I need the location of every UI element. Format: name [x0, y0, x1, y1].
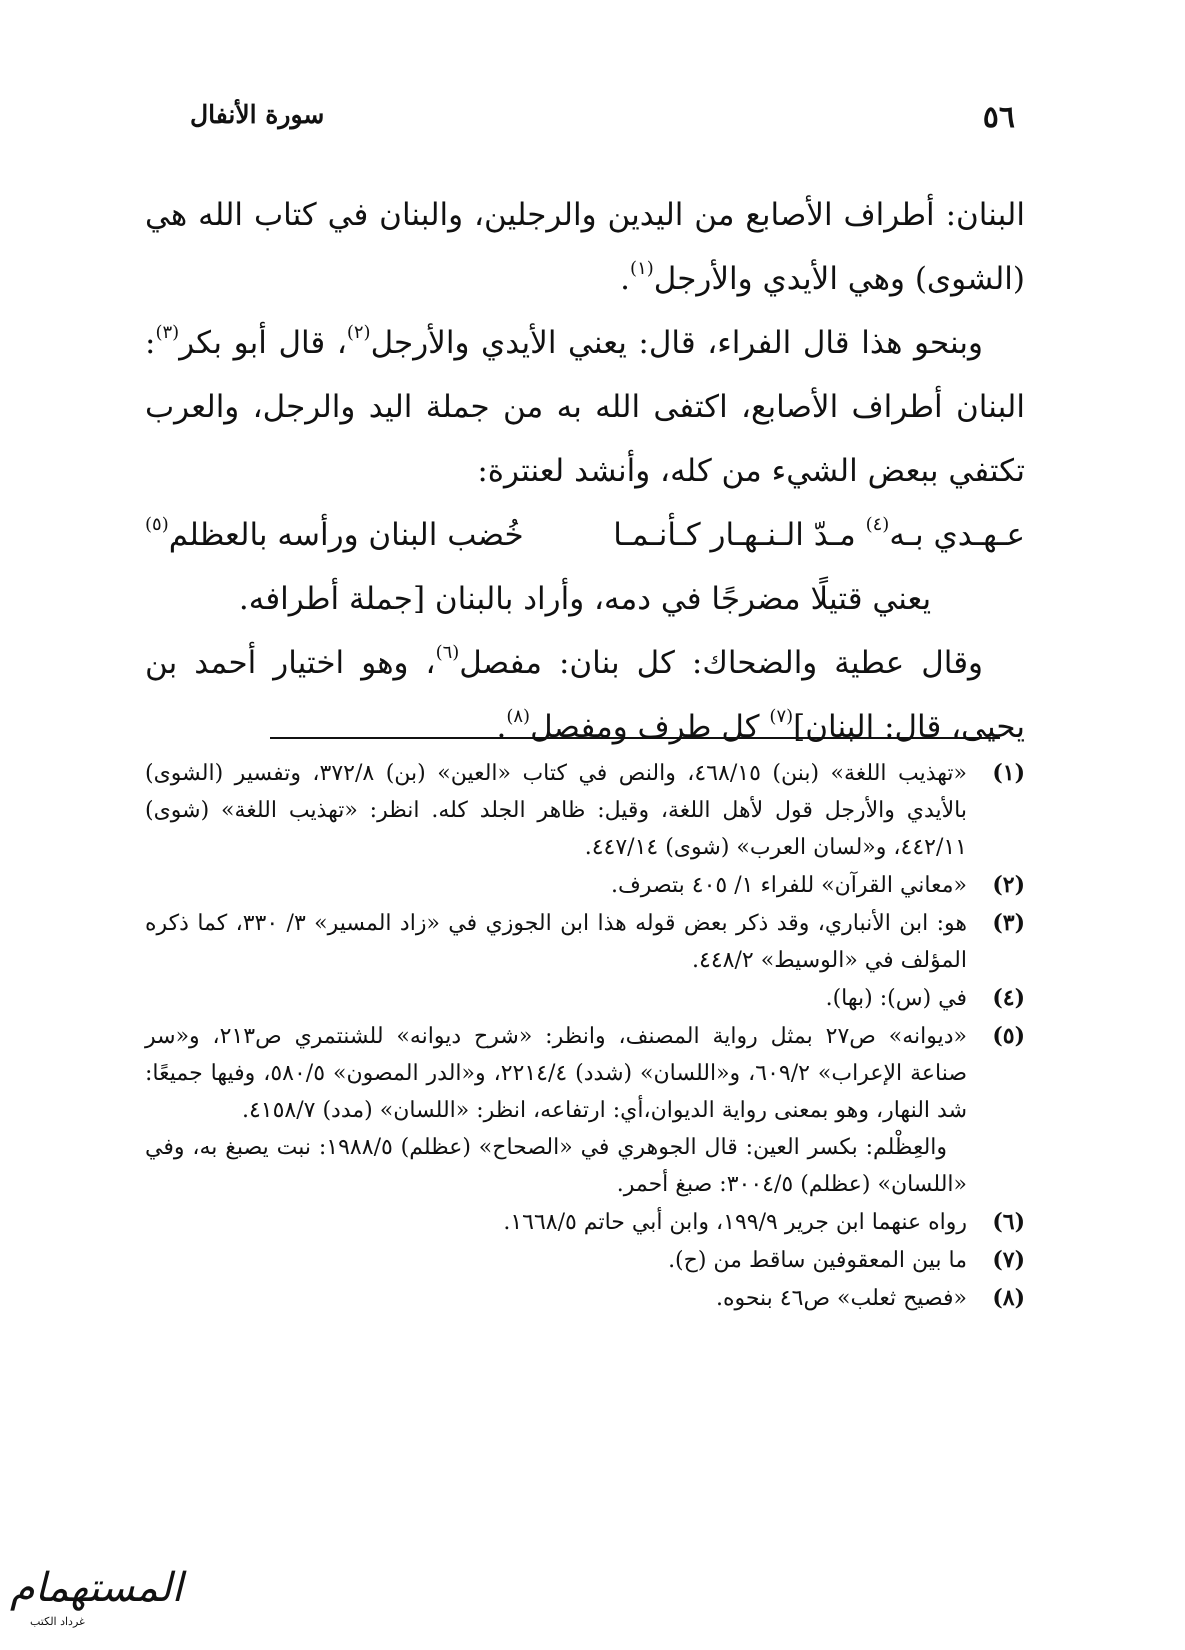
footnote-number: (٨)	[992, 1285, 1025, 1311]
logo-calligraphy: المستهمام	[10, 1565, 183, 1611]
footnote-ref-3: (٣)	[155, 321, 180, 343]
verse-first-hemistich: عـهـدي بـه$^{(٤)}$ مـدّ الـنـهـار كـأنـمـا	[613, 513, 1025, 553]
paragraph-3: يعني قتيلًا مضرجًا في دمه، وأراد بالبنان [جملة أطرافه.	[238, 581, 932, 617]
footnote-2	[145, 867, 1025, 904]
footnote-number: (٧)	[992, 1247, 1025, 1273]
footnote-number: (٢)	[992, 872, 1025, 898]
footnote-number: (٥)	[992, 1023, 1025, 1049]
footnote-ref-8: (٨)	[506, 705, 531, 727]
footnote-ref-5: (٥)	[145, 513, 169, 535]
footnote-ref-7: (٧)	[769, 705, 794, 727]
footnote-8	[145, 1280, 1025, 1317]
footnote-text: «معاني القرآن» للفراء ١/ ٤٠٥ بتصرف.	[611, 873, 967, 898]
footnote-ref-2: (٢)	[346, 321, 371, 343]
poetry-verse	[145, 503, 1025, 567]
footnote-1	[145, 755, 1025, 866]
verse-second-hemistich: خُضب البنان ورأسه بالعظلم$^{(٥)}$	[145, 513, 524, 553]
footnote-4	[145, 980, 1025, 1017]
footnote-ref-1: (١)	[630, 257, 654, 279]
footnote-text: «فصيح ثعلب» ص٤٦ بنحوه.	[715, 1286, 967, 1311]
footnote-3	[145, 905, 1025, 979]
paragraph-4: وقال عطية والضحاك: كل بنان: مفصل$^{(٦)}$، وهو اختيار أحمد بن يحيى، قال: البنان]$^{(٧)}$ كل طرف ومفصل$^{(٨)}$.	[145, 641, 1025, 745]
footnote-text: «ديوانه» ص٢٧ بمثل رواية المصنف، وانظر: «شرح ديوانه» للشنتمري ص٢١٣، و«سر صناعة الإعراب» ٦٠٩/٢، و«اللسان» (شدد) ٢٢١٤/٤، و«الدر المصون» ٥٨٠/٥، وفيها جميعًا: شد النهار، وهو بمعنى رواية الديوان،أي: ارتفاعه، انظر: «اللسان» (مدد) ٤١٥٨/٧.	[145, 1024, 968, 1123]
footnote-ref-4: (٤)	[865, 513, 890, 535]
logo-caption: غرداد الكتب	[30, 1615, 85, 1628]
footnote-subnote: والعِظْلم: بكسر العين: قال الجوهري في «الصحاح» (عظلم) ١٩٨٨/٥: نبت يصبغ به، وفي «اللسان» (عظلم) ٣٠٠٤/٥: صبغ أحمر.	[145, 1135, 967, 1197]
footnote-number: (٣)	[992, 910, 1025, 936]
footnote-7	[145, 1242, 1025, 1279]
footnote-text: في (س): (بها).	[825, 986, 967, 1011]
footnotes	[145, 755, 1025, 1318]
footnote-text: ما بين المعقوفين ساقط من (ح).	[668, 1248, 967, 1273]
paragraph-2: وبنحو هذا قال الفراء، قال: يعني الأيدي والأرجل$^{(٢)}$، قال أبو بكر$^{(٣)}$: البنان أطراف الأصابع، اكتفى الله به من جملة اليد والرجل، والعرب تكتفي ببعض الشيء من كله، وأنشد لعنترة:	[145, 321, 1025, 489]
footnote-number: (١)	[992, 760, 1025, 786]
page-number: ٥٦	[982, 100, 1015, 135]
running-title: سورة الأنفال	[190, 100, 325, 129]
footnote-ref-6: (٦)	[435, 641, 460, 663]
footnote-divider	[270, 737, 1000, 739]
footnote-text: رواه عنهما ابن جرير ١٩٩/٩، وابن أبي حاتم ١٦٦٨/٥.	[503, 1210, 967, 1235]
publisher-logo	[10, 1565, 183, 1645]
footnote-6	[145, 1204, 1025, 1241]
footnote-text: «تهذيب اللغة» (بنن) ٤٦٨/١٥، والنص في كتاب «العين» (بن) ٣٧٢/٨، وتفسير (الشوى) بالأيدي والأرجل قول لأهل اللغة، وقيل: ظاهر الجلد كله. انظر: «تهذيب اللغة» (شوى) ٤٤٢/١١، و«لسان العرب» (شوى) ٤٤٧/١٤.	[145, 761, 968, 860]
footnote-text: هو: ابن الأنباري، وقد ذكر بعض قوله هذا ابن الجوزي في «زاد المسير» ٣/ ٣٣٠، كما ذكره المؤلف في «الوسيط» ٤٤٨/٢.	[145, 911, 967, 973]
paragraph-1: البنان: أطراف الأصابع من اليدين والرجلين، والبنان في كتاب الله هي (الشوى) وهي الأيدي والأرجل$^{(١)}$.	[145, 197, 1025, 297]
page-header	[0, 100, 1185, 140]
footnote-number: (٤)	[992, 985, 1025, 1011]
main-text	[145, 183, 1025, 759]
footnote-number: (٦)	[992, 1209, 1025, 1235]
footnote-5	[145, 1018, 1025, 1203]
